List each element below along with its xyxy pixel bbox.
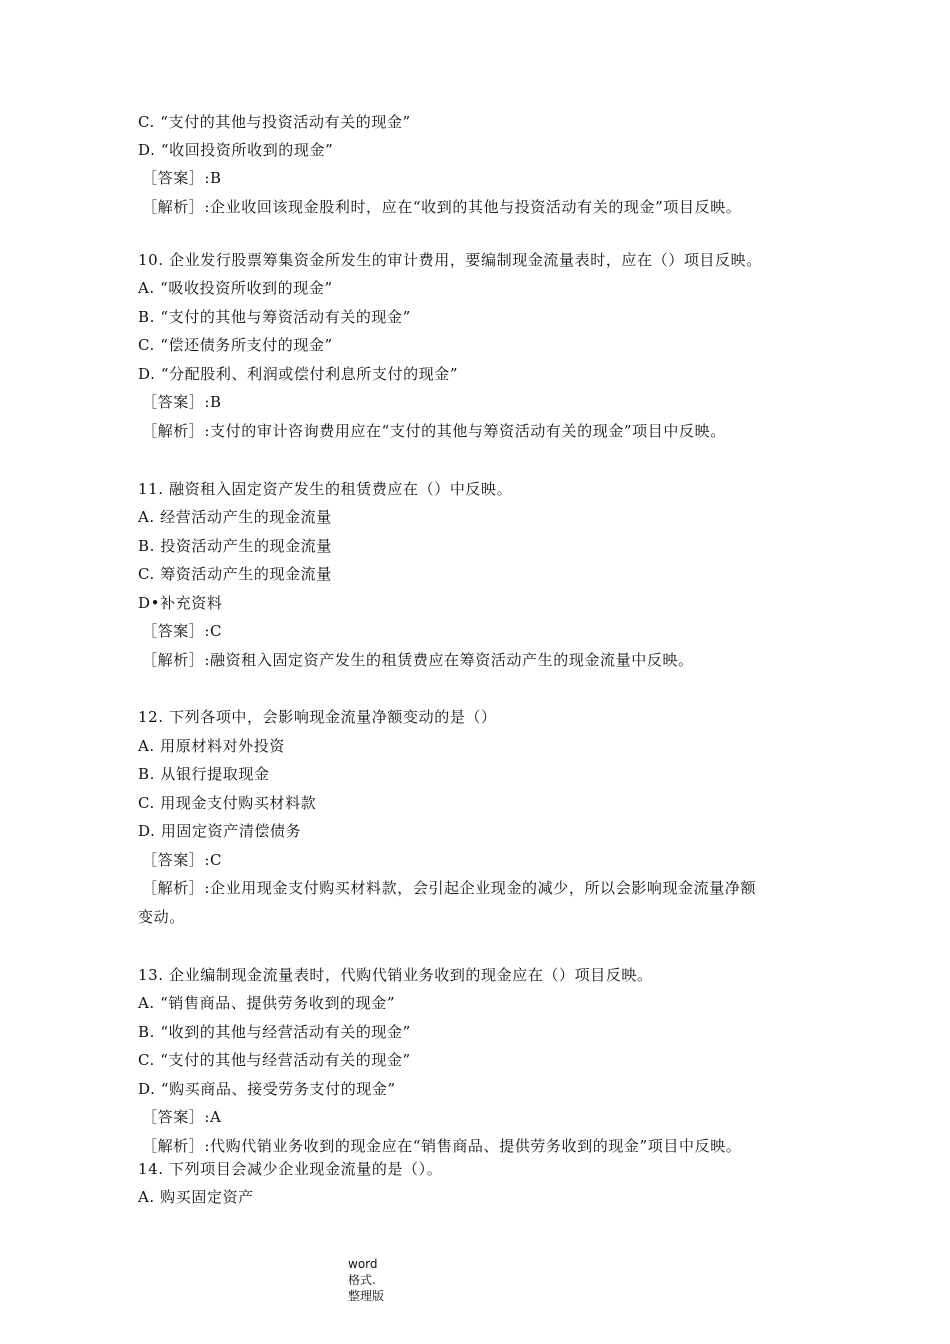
- option-d-q11: D•补充资料: [138, 594, 223, 612]
- option-a-q10: A. “吸收投资所收到的现金”: [138, 279, 333, 297]
- option-b-q11: B. 投资活动产生的现金流量: [138, 537, 332, 555]
- option-d-q12: D. 用固定资产清偿债务: [138, 822, 302, 840]
- explanation-q13: ［解析］:代购代销业务收到的现金应在“销售商品、提供劳务收到的现金”项目中反映。: [142, 1137, 742, 1155]
- explanation-q12: ［解析］:企业用现金支付购买材料款，会引起企业现金的减少，所以会影响现金流量净额: [142, 879, 757, 897]
- explanation-q10: ［解析］:支付的审计咨询费用应在“支付的其他与筹资活动有关的现金”项目中反映。: [142, 422, 726, 440]
- page-footer: [348, 1256, 384, 1304]
- answer-q11: ［答案］:C: [142, 622, 223, 640]
- option-a-q13: A. “销售商品、提供劳务收到的现金”: [138, 994, 396, 1012]
- question-13: 13. 企业编制现金流量表时，代购代销业务收到的现金应在（）项目反映。: [138, 966, 653, 984]
- question-10: 10. 企业发行股票筹集资金所发生的审计费用，要编制现金流量表时，应在（）项目反映。: [138, 251, 762, 269]
- option-d-q9: D. “收回投资所收到的现金”: [138, 141, 334, 159]
- option-d-q10: D. “分配股利、利润或偿付利息所支付的现金”: [138, 365, 459, 383]
- answer-q9: ［答案］:B: [142, 169, 222, 187]
- option-c-q13: C. “支付的其他与经营活动有关的现金”: [138, 1051, 411, 1069]
- answer-q12: ［答案］:C: [142, 851, 223, 869]
- footer-line-1: word: [348, 1257, 378, 1271]
- option-c-q12: C. 用现金支付购买材料款: [138, 794, 317, 812]
- option-c-q11: C. 筹资活动产生的现金流量: [138, 565, 332, 583]
- answer-q10: ［答案］:B: [142, 393, 222, 411]
- option-c-q9: C. “支付的其他与投资活动有关的现金”: [138, 113, 411, 131]
- explanation-q11: ［解析］:融资租入固定资产发生的租赁费应在筹资活动产生的现金流量中反映。: [142, 651, 694, 669]
- option-a-q14: A. 购买固定资产: [138, 1188, 254, 1206]
- option-d-q13: D. “购买商品、接受劳务支付的现金”: [138, 1080, 396, 1098]
- footer-line-3: 整理版: [348, 1289, 385, 1303]
- option-a-q11: A. 经营活动产生的现金流量: [138, 508, 332, 526]
- footer-line-2: 格式.: [348, 1273, 376, 1287]
- option-a-q12: A. 用原材料对外投资: [138, 737, 285, 755]
- question-14: 14. 下列项目会减少企业现金流量的是（）。: [138, 1160, 443, 1178]
- option-b-q10: B. “支付的其他与筹资活动有关的现金”: [138, 308, 411, 326]
- explanation-q12-continued: 变动。: [138, 908, 185, 926]
- option-b-q12: B. 从银行提取现金: [138, 765, 270, 783]
- answer-q13: ［答案］:A: [142, 1108, 222, 1126]
- option-c-q10: C. “偿还债务所支付的现金”: [138, 336, 333, 354]
- explanation-q9: ［解析］:企业收回该现金股利时，应在“收到的其他与投资活动有关的现金”项目反映。: [142, 198, 742, 216]
- question-11: 11. 融资租入固定资产发生的租赁费应在（）中反映。: [138, 480, 513, 498]
- question-12: 12. 下列各项中，会影响现金流量净额变动的是（）: [138, 708, 497, 726]
- option-b-q13: B. “收到的其他与经营活动有关的现金”: [138, 1023, 411, 1041]
